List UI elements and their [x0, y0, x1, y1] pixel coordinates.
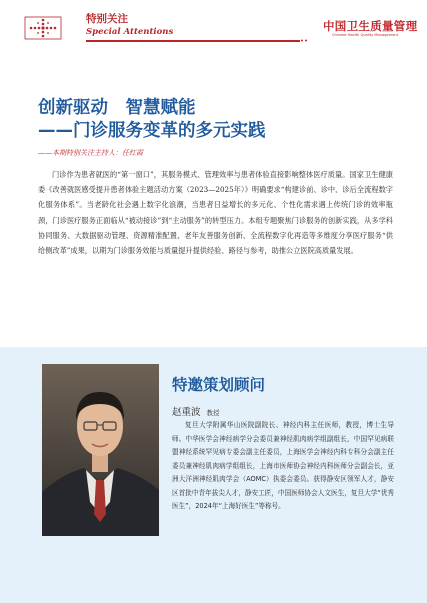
- article-title-line1: 创新驱动 智慧赋能: [38, 98, 196, 118]
- article-intro: 门诊作为患者就医的“第一窗口”，其服务模式、管理效率与患者体验直接影响整体医疗质量。国家卫生健康委《改善就医感受提升患者体验主题活动方案（2023—2025年）》明确要求“构建诊前、诊中、诊后全流程数字化服务体系”。当老龄化社会遇上数字化浪潮，当患者日益增长的多元化、个性化需求遇上传统门诊的效率瓶颈，门诊医疗服务正面临从“被动接诊”到“主动服务”的转型压力。本组专题聚焦门诊服务的创新实践，从多学科协同服务、大数据驱动管理、资源精准配置、老年友善服务创新、全流程数字化再造等多维度分享医疗服务“供给侧改革”成果，以期为门诊服务效能与质量提升提供经验、路径与参考，助推公立医院高质量发展。: [38, 170, 393, 256]
- divider-dots-icon: [300, 39, 310, 42]
- page-header: [0, 0, 427, 52]
- section-label-cn: 特别关注: [86, 13, 128, 25]
- header-divider: [86, 40, 300, 42]
- advisor-name-row: [172, 400, 220, 419]
- advisor-heading: 特邀策划顾问: [172, 376, 266, 394]
- advisor-name: 赵重波: [172, 407, 201, 418]
- journal-title-en: Chinese Health Quality Management: [332, 33, 399, 37]
- article-title-line2: ——门诊服务变革的多元实践: [38, 121, 266, 141]
- advisor-photo: [42, 364, 159, 536]
- article-byline: ——本期特别关注主持人：任红霞: [38, 149, 143, 157]
- journal-title: 中国卫生质量管理: [323, 19, 418, 33]
- section-label-en: Special Attentions: [86, 27, 174, 37]
- advisor-bio: 复旦大学附属华山医院副院长、神经内科主任医师，教授，博士生导师。中华医学会神经病学分会委员兼神经肌肉病学组副组长，中国罕见病联盟神经系统罕见病专委会副主任委员，上海医学会神经内科专科分会副主任委员兼神经肌肉病学组组长，上海市医师协会神经内科医师分会副会长，亚洲大洋洲神经肌肉学会（AOMC）执委会委员。获得静安区领军人才，静安区首批中青年拔尖人才，静安工匠，中国医师协会人文医生，复旦大学“优秀医生”，2024年“上海好医生”等称号。: [172, 421, 394, 510]
- advisor-role: 教授: [206, 409, 220, 417]
- dotted-cross-logo-icon: [22, 14, 64, 42]
